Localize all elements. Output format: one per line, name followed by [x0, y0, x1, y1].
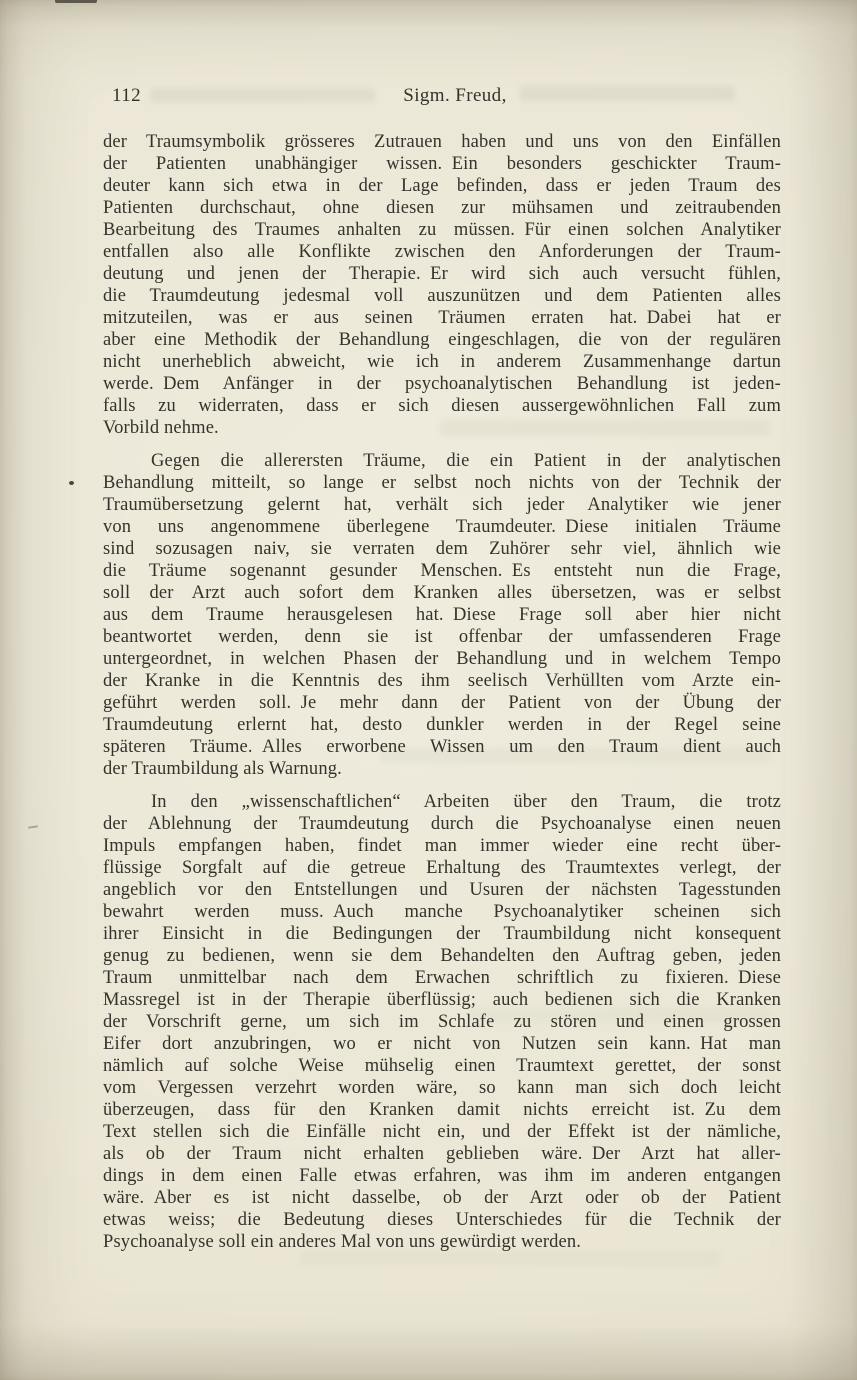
text-line: beantwortet werden, denn sie ist offenbar der umfassenderen Frage: [103, 627, 781, 647]
text-line: die Traumdeutung jedesmal voll auszunützen und dem Patienten alles: [103, 286, 781, 306]
page-number: 112: [112, 85, 141, 106]
text-line: ihrer Einsicht in die Bedingungen der Traumbildung nicht konsequent: [103, 924, 781, 944]
text-line: der Traumbildung als Warnung.: [103, 759, 342, 779]
text-line: Gegen die allerersten Träume, die ein Patient in der analytischen: [151, 451, 781, 471]
text-line: untergeordnet, in welchen Phasen der Behandlung und in welchem Tempo: [103, 649, 781, 669]
paragraph: [103, 131, 781, 439]
text-line: geführt werden soll. Je mehr dann der Patient von der Übung der: [103, 693, 781, 713]
text-line: die Träume sogenannt gesunder Menschen. Es entsteht nun die Frage,: [103, 561, 781, 581]
text-line: deuter kann sich etwa in der Lage befinden, dass er jeden Traum des: [103, 176, 781, 196]
text-line: späteren Träume. Alles erworbene Wissen um den Traum dient auch: [103, 737, 781, 757]
text-line: In den „wissenschaftlichen“ Arbeiten über den Traum, die trotz: [151, 792, 781, 812]
text-line: aus dem Traume herausgelesen hat. Diese Frage soll aber hier nicht: [103, 605, 781, 625]
text-line: Psychoanalyse soll ein anderes Mal von uns gewürdigt werden.: [103, 1232, 582, 1252]
paragraph: [103, 450, 781, 780]
text-line: Text stellen sich die Einfälle nicht ein, und der Effekt ist der nämliche,: [103, 1122, 781, 1142]
running-header-title: Sigm. Freud,: [403, 85, 507, 106]
text-line: etwas weiss; die Bedeutung dieses Unterschiedes für die Technik der: [103, 1210, 781, 1230]
text-line: werde. Dem Anfänger in der psychoanalytischen Behandlung ist jeden-: [103, 374, 781, 394]
text-line: deutung und jenen der Therapie. Er wird sich auch versucht fühlen,: [103, 264, 781, 284]
text-line: angeblich vor den Entstellungen und Usuren der nächsten Tagesstunden: [103, 880, 781, 900]
text-line: als ob der Traum nicht erhalten geblieben wäre. Der Arzt hat aller-: [103, 1144, 781, 1164]
text-line: Traumübersetzung gelernt hat, verhält sich jeder Analytiker wie jener: [103, 495, 781, 515]
text-line: Behandlung mitteilt, so lange er selbst noch nichts von der Technik der: [103, 473, 781, 493]
margin-ink-speck: [69, 481, 74, 485]
text-line: Eifer dort anzubringen, wo er nicht von Nutzen sein kann. Hat man: [103, 1034, 781, 1054]
text-line: bewahrt werden muss. Auch manche Psychoanalytiker scheinen sich: [103, 902, 781, 922]
text-line: nämlich auf solche Weise mühselig einen Traumtext gerettet, der sonst: [103, 1056, 781, 1076]
running-head: [103, 85, 781, 109]
text-line: soll der Arzt auch sofort dem Kranken alles übersetzen, was er selbst: [103, 583, 781, 603]
text-line: falls zu widerraten, dass er sich diesen aussergewöhnlichen Fall zum: [103, 396, 781, 416]
text-line: der Kranke in die Kenntnis des ihm seelisch Verhüllten vom Arzte ein-: [103, 671, 781, 691]
paper-scratch: [28, 825, 38, 828]
text-line: genug zu bedienen, wenn sie dem Behandelten den Auftrag geben, jeden: [103, 946, 781, 966]
text-line: der Ablehnung der Traumdeutung durch die Psychoanalyse einen neuen: [103, 814, 781, 834]
text-line: Traumdeutung erlernt hat, desto dunkler werden in der Regel seine: [103, 715, 781, 735]
text-line: dings in dem einen Falle etwas erfahren, was ihm im anderen entgangen: [103, 1166, 781, 1186]
text-line: sind sozusagen naiv, sie verraten dem Zuhörer sehr viel, ähnlich wie: [103, 539, 781, 559]
text-line: überzeugen, dass für den Kranken damit nichts erreicht ist. Zu dem: [103, 1100, 781, 1120]
text-line: Massregel ist in der Therapie überflüssig; auch bedienen sich die Kranken: [103, 990, 781, 1010]
text-line: vom Vergessen verzehrt worden wäre, so kann man sich doch leicht: [103, 1078, 781, 1098]
text-line: Traum unmittelbar nach dem Erwachen schriftlich zu fixieren. Diese: [103, 968, 781, 988]
text-line: entfallen also alle Konflikte zwischen den Anforderungen der Traum-: [103, 242, 781, 262]
text-line: aber eine Methodik der Behandlung eingeschlagen, die von der regulären: [103, 330, 781, 350]
text-line: der Patienten unabhängiger wissen. Ein besonders geschickter Traum-: [103, 154, 781, 174]
text-line: von uns angenommene überlegene Traumdeuter. Diese initialen Träume: [103, 517, 781, 537]
text-line: der Traumsymbolik grösseres Zutrauen haben und uns von den Einfällen: [103, 132, 781, 152]
text-line: Vorbild nehme.: [103, 418, 219, 438]
text-line: Patienten durchschaut, ohne diesen zur mühsamen und zeitraubenden: [103, 198, 781, 218]
text-line: der Vorschrift gerne, um sich im Schlafe zu stören und einen grossen: [103, 1012, 781, 1032]
paragraph: [103, 791, 781, 1253]
text-block: [103, 131, 781, 1253]
text-line: mitzuteilen, was er aus seinen Träumen erraten hat. Dabei hat er: [103, 308, 781, 328]
text-line: Impuls empfangen haben, findet man immer wieder eine recht über-: [103, 836, 781, 856]
text-line: wäre. Aber es ist nicht dasselbe, ob der Arzt oder ob der Patient: [103, 1188, 781, 1208]
text-line: nicht unerheblich abweicht, wie ich in anderem Zusammenhange dartun: [103, 352, 781, 372]
text-line: flüssige Sorgfalt auf die getreue Erhaltung des Traumtextes verlegt, der: [103, 858, 781, 878]
scan-edge-speck: [55, 0, 97, 3]
print-through-ghost: [300, 1252, 720, 1265]
text-line: Bearbeitung des Traumes anhalten zu müssen. Für einen solchen Analytiker: [103, 220, 781, 240]
